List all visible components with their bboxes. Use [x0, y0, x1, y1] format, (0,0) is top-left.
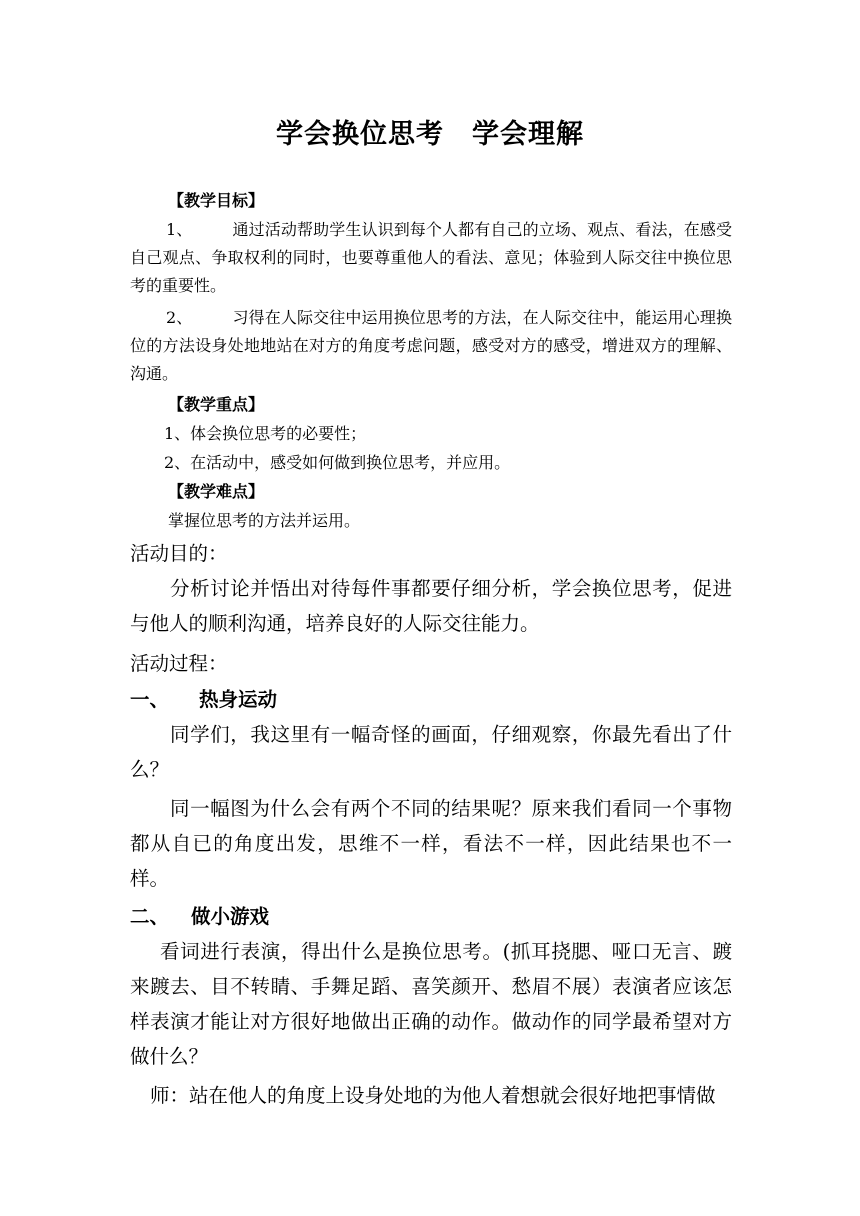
section-2-heading [130, 899, 732, 934]
key-point-item-2: 2、在活动中，感受如何做到换位思考，并应用。 [164, 453, 511, 472]
key-points-heading: 【教学重点】 [168, 395, 265, 414]
section-1-heading [130, 682, 732, 717]
section-1-title: 热身运动 [199, 688, 278, 711]
section-2-title: 做小游戏 [191, 905, 270, 928]
activity-process-heading: 活动过程： [130, 652, 228, 675]
objective-item-2-number: 2、 [166, 308, 193, 327]
objective-item-1-number: 1、 [166, 220, 193, 239]
activity-goal-heading: 活动目的： [130, 542, 228, 565]
objectives-heading: 【教学目标】 [168, 191, 265, 210]
objective-item-2 [130, 304, 732, 388]
section-1-number: 一、 [130, 688, 170, 711]
section-2-paragraph-1: 看词进行表演，得出什么是换位思考。(抓耳挠腮、哑口无言、踱来踱去、目不转睛、手舞足蹈、喜笑颜开、愁眉不展）表演者应该怎样表演才能让对方很好地做出正确的动作。做动作的同学最希望对方做什么？ [130, 940, 732, 1068]
activity-goal-text: 分析讨论并悟出对待每件事都要仔细分析，学会换位思考，促进与他人的顺利沟通，培养良好的人际交往能力。 [130, 577, 732, 635]
document-title: 学会换位思考 学会理解 [276, 119, 584, 150]
section-1-paragraph-1: 同学们，我这里有一幅奇怪的画面，仔细观察，你最先看出了什么？ [130, 723, 732, 781]
section-1-paragraph-2: 同一幅图为什么会有两个不同的结果呢？原来我们看同一个事物都从自已的角度出发，思维不一样，看法不一样，因此结果也不一样。 [130, 797, 732, 890]
section-2-number: 二、 [130, 905, 170, 928]
key-point-item-1: 1、体会换位思考的必要性； [164, 424, 367, 443]
objective-item-2-text: 习得在人际交往中运用换位思考的方法，在人际交往中，能运用心理换位的方法设身处地地站在对方的角度考虑问题，感受对方的感受，增进双方的理解、沟通。 [130, 308, 732, 383]
objective-item-1 [130, 216, 732, 300]
objective-item-1-text: 通过活动帮助学生认识到每个人都有自己的立场、观点、看法，在感受自己观点、争取权利的同时，也要尊重他人的看法、意见；体验到人际交往中换位思考的重要性。 [130, 220, 732, 295]
difficulties-text: 掌握位思考的方法并运用。 [168, 511, 361, 530]
difficulties-heading: 【教学难点】 [168, 482, 265, 501]
section-2-paragraph-2: 师：站在他人的角度上设身处地的为他人着想就会很好地把事情做 [150, 1084, 716, 1107]
